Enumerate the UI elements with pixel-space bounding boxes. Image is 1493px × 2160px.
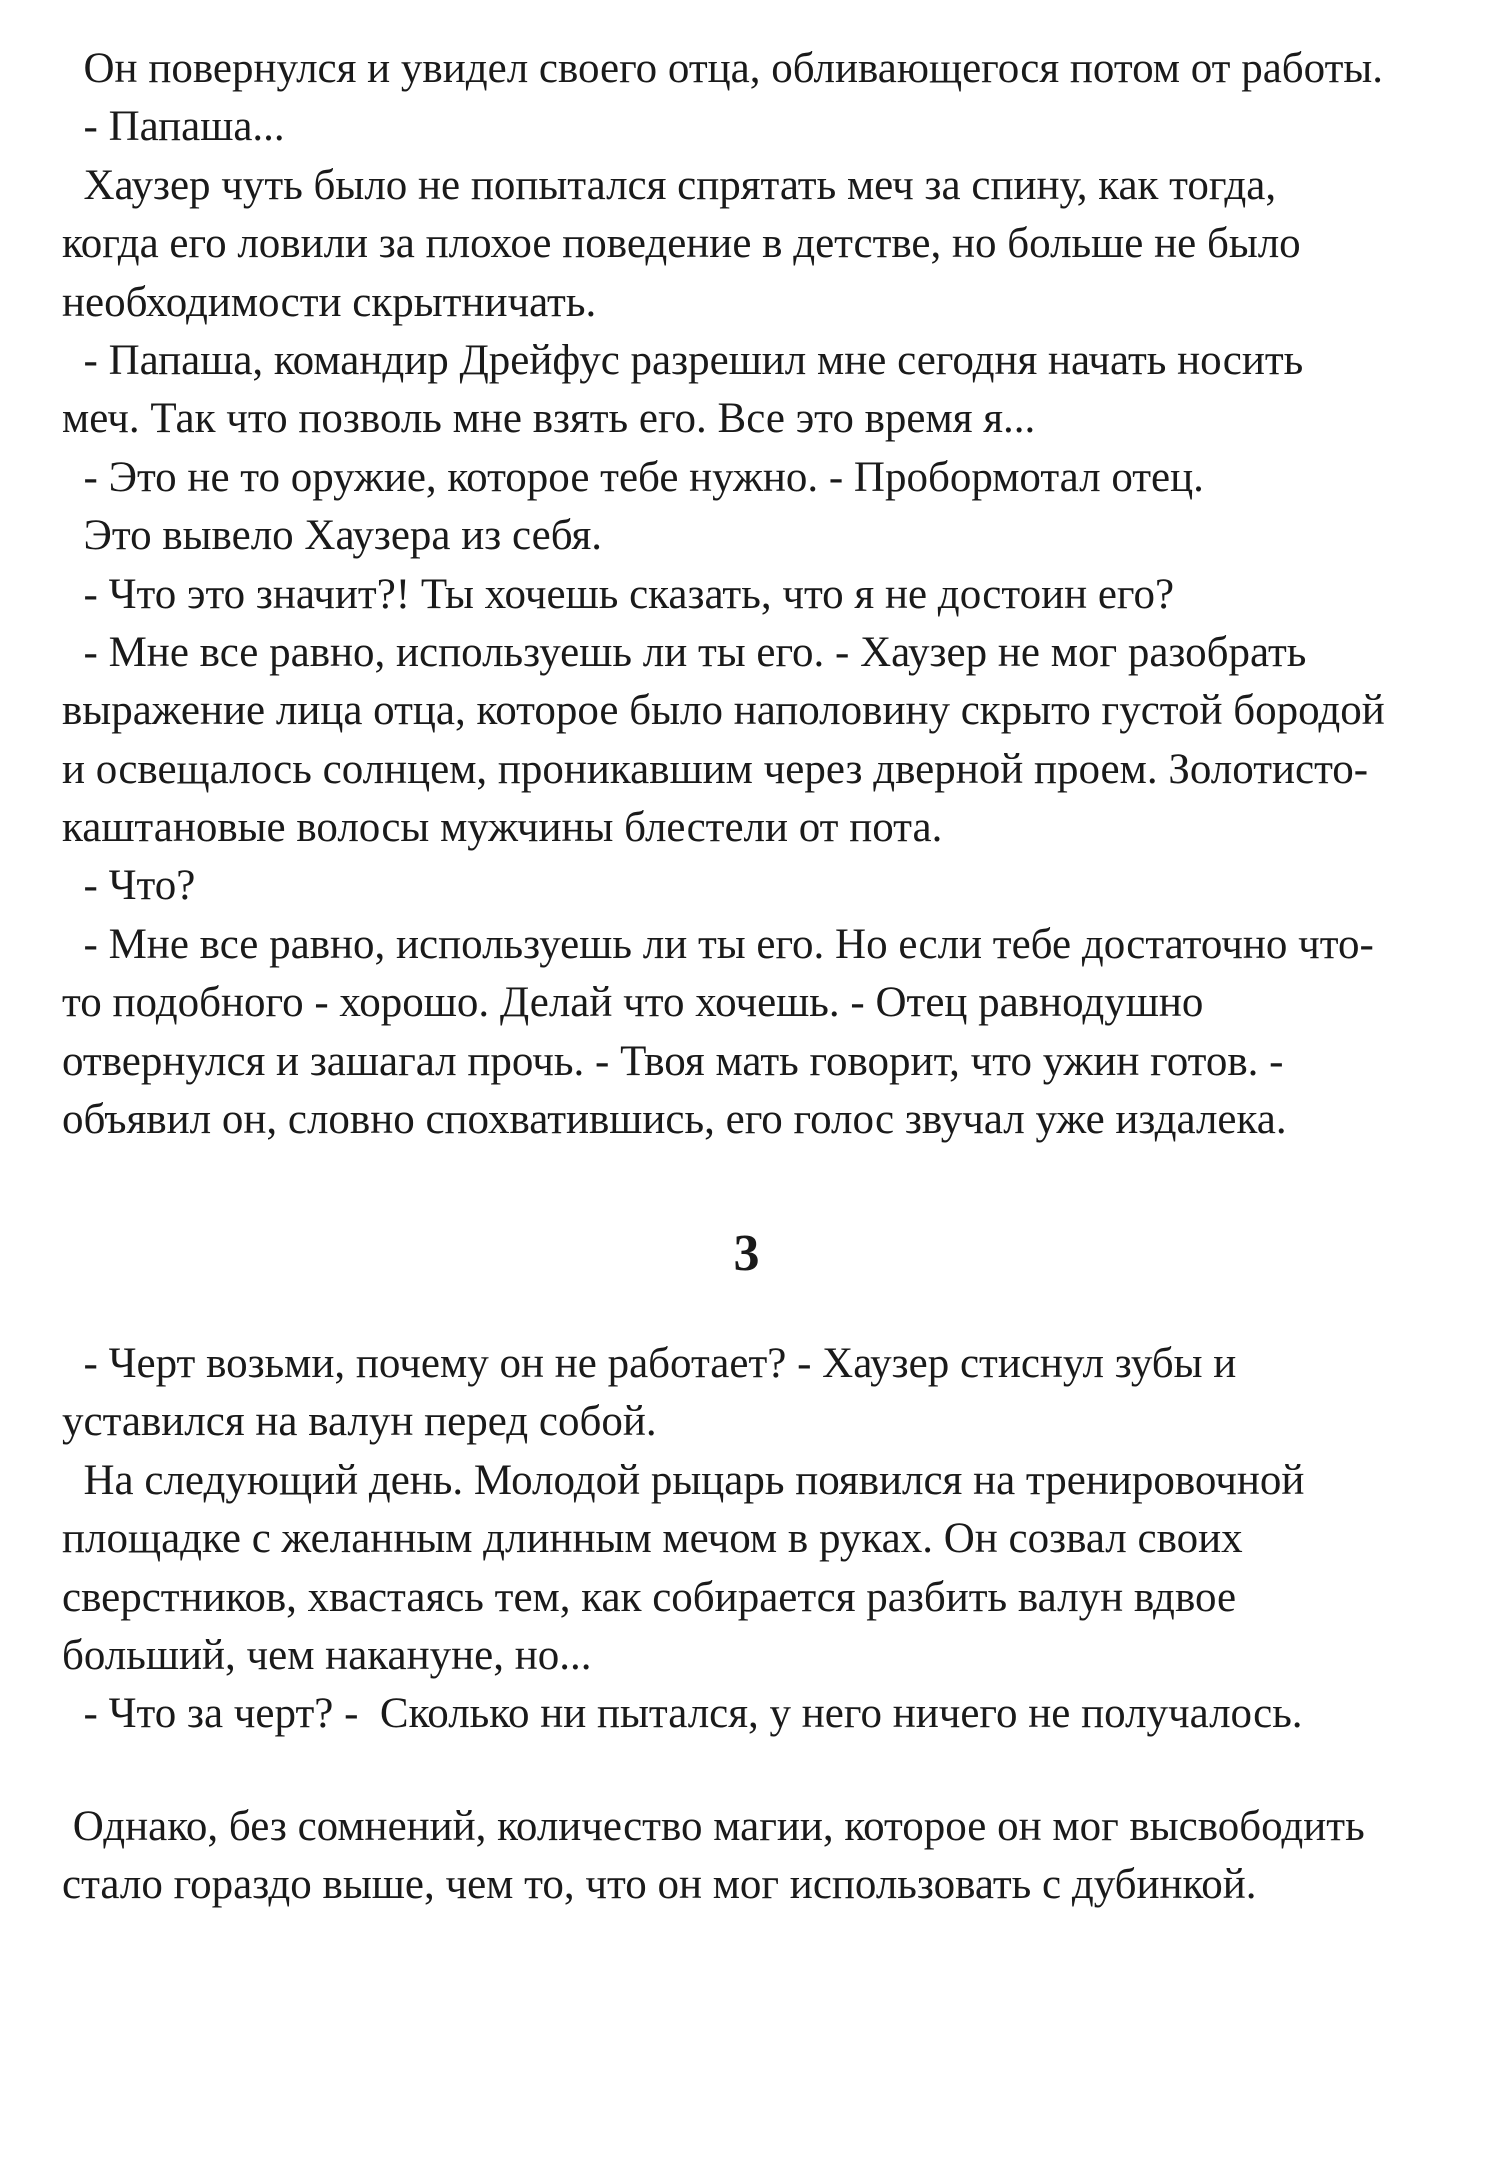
text-line: - Папаша, командир Дрейфус разрешил мне сегодня начать носить (62, 336, 1304, 384)
text-line: необходимости скрытничать. (62, 278, 597, 326)
text-section-2 (62, 1335, 1482, 1744)
text-line: - Это не то оружие, которое тебе нужно. - Пробормотал отец. (62, 453, 1204, 501)
text-line: площадке с желанным длинным мечом в руках. Он созвал своих (62, 1515, 1243, 1563)
text-line: Это вывело Хаузера из себя. (62, 512, 603, 560)
text-line: Однако, без сомнений, количество магии, которое он мог высвободить (62, 1803, 1365, 1850)
text-line: На следующий день. Молодой рыцарь появился на тренировочной (62, 1456, 1305, 1504)
chapter-heading: 3 (733, 1225, 760, 1282)
text-line: то подобного - хорошо. Делай что хочешь. - Отец равнодушно (62, 979, 1204, 1027)
text-line: - Что за черт? - Сколько ни пытался, у него ничего не получалось. (62, 1690, 1303, 1738)
text-line: - Что? (62, 862, 196, 910)
text-line: отвернулся и зашагал прочь. - Твоя мать говорит, что ужин готов. - (62, 1037, 1284, 1085)
text-line: каштановые волосы мужчины блестели от пота. (62, 804, 943, 852)
text-line: выражение лица отца, которое было наполовину скрыто густой бородой (62, 687, 1385, 735)
text-line: - Мне все равно, используешь ли ты его. - Хаузер не мог разобрать (62, 628, 1307, 676)
text-line: когда его ловили за плохое поведение в детстве, но больше не было (62, 220, 1301, 268)
text-line: меч. Так что позволь мне взять его. Все это время я... (62, 395, 1036, 443)
text-line: и освещалось солнцем, проникавшим через дверной проем. Золотисто- (62, 745, 1369, 793)
text-line: больший, чем накануне, но... (62, 1631, 592, 1679)
text-line: Он повернулся и увидел своего отца, обливающегося потом от работы. (62, 45, 1384, 92)
text-line: уставился на валун перед собой. (62, 1398, 657, 1446)
text-line: объявил он, словно спохватившись, его голос звучал уже издалека. (62, 1096, 1287, 1144)
text-line: стало гораздо выше, чем то, что он мог использовать с дубинкой. (62, 1861, 1257, 1909)
text-line: сверстников, хвастаясь тем, как собирается разбить валун вдвое (62, 1573, 1237, 1621)
text-line: - Черт возьми, почему он не работает? - Хаузер стиснул зубы и (62, 1340, 1237, 1387)
text-section-3 (62, 1798, 1482, 1915)
text-section-1 (62, 40, 1482, 1149)
text-line: - Мне все равно, используешь ли ты его. Но если тебе достаточно что- (62, 920, 1374, 968)
text-line: Хаузер чуть было не попытался спрятать меч за спину, как тогда, (62, 161, 1277, 209)
text-line: - Что это значит?! Ты хочешь сказать, что я не достоин его? (62, 570, 1175, 618)
text-line: - Папаша... (62, 103, 285, 151)
